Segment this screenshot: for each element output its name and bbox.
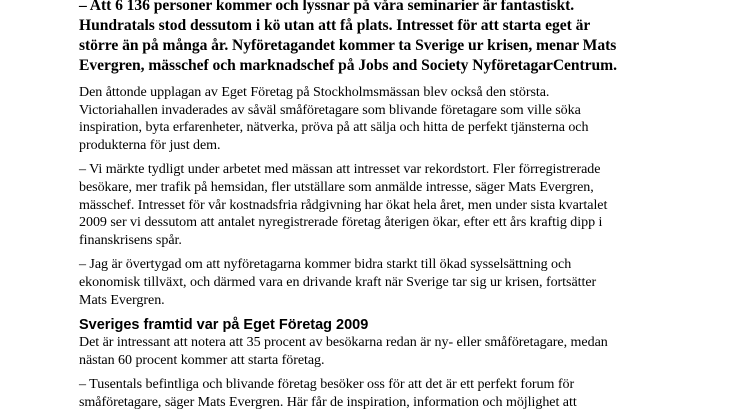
lead-line: Evergren, mässchef och marknadschef på Jobs and Society NyföretagarCentrum. [79, 57, 617, 74]
document-page [79, 0, 691, 412]
text-line: Den åttonde upplagan av Eget Företag på Stockholmsmässan blev också den största. [79, 84, 550, 100]
text-line: finanskrisens spår. [79, 231, 182, 248]
body-paragraph-2 [79, 161, 691, 249]
body-paragraph-5 [79, 376, 691, 411]
lead-paragraph [79, 0, 691, 76]
text-line: ekonomisk tillväxt, och därmed vara en drivande kraft när Sverige tar sig ur krisen, fortsätter [79, 273, 597, 290]
text-line: Det är intressant att notera att 35 procent av besökarna redan är ny- eller småföretagare, medan [79, 334, 608, 351]
lead-line: Hundratals stod dessutom i kö utan att få plats. Intresset för att starta eget är [79, 17, 591, 34]
text-line: 2009 ser vi dessutom att antalet nyregistrerade företag återigen ökar, efter ett års kraftig dipp i [79, 214, 603, 231]
text-line: produkterna för just dem. [79, 136, 221, 153]
body-paragraph-4 [79, 334, 691, 369]
body-paragraph-3 [79, 256, 691, 309]
text-line: inspiration, byta erfarenheter, nätverka, pröva på att sälja och hitta de perfekt tjänsterna och [79, 119, 589, 136]
lead-line: större än på många år. Nyföretagandet kommer ta Sverige ur krisen, menar Mats [79, 37, 617, 54]
text-line: besökare, mer trafik på hemsidan, fler utställare som anmälde intresse, säger Mats Evergren, [79, 178, 594, 195]
text-line: nästan 60 procent kommer att starta företag. [79, 351, 325, 368]
section-heading: Sveriges framtid var på Eget Företag 2009 [79, 317, 369, 334]
text-line: småföretagare, säger Mats Evergren. Här får de inspiration, information och möjlighet att [79, 393, 577, 410]
text-line: Mats Evergren. [79, 291, 165, 308]
text-line: – Tusentals befintliga och blivande företag besöker oss för att det är ett perfekt forum för [79, 376, 575, 393]
text-line: – Jag är övertygad om att nyföretagarna kommer bidra starkt till ökad sysselsättning och [79, 256, 572, 273]
text-line: mässchef. Intresset för vår kostnadsfria rådgivning har ökat hela året, men under sista kvartalet [79, 196, 608, 213]
body-paragraph-1 [79, 84, 691, 154]
lead-line: – Att 6 136 personer kommer och lyssnar på våra seminarier är fantastiskt. [79, 0, 575, 14]
text-line: – Vi märkte tydligt under arbetet med mässan att intresset var rekordstort. Fler förregistrerade [79, 161, 601, 178]
text-line: Victoriahallen invaderades av såväl småföretagare som blivande företagare som ville söka [79, 101, 581, 118]
